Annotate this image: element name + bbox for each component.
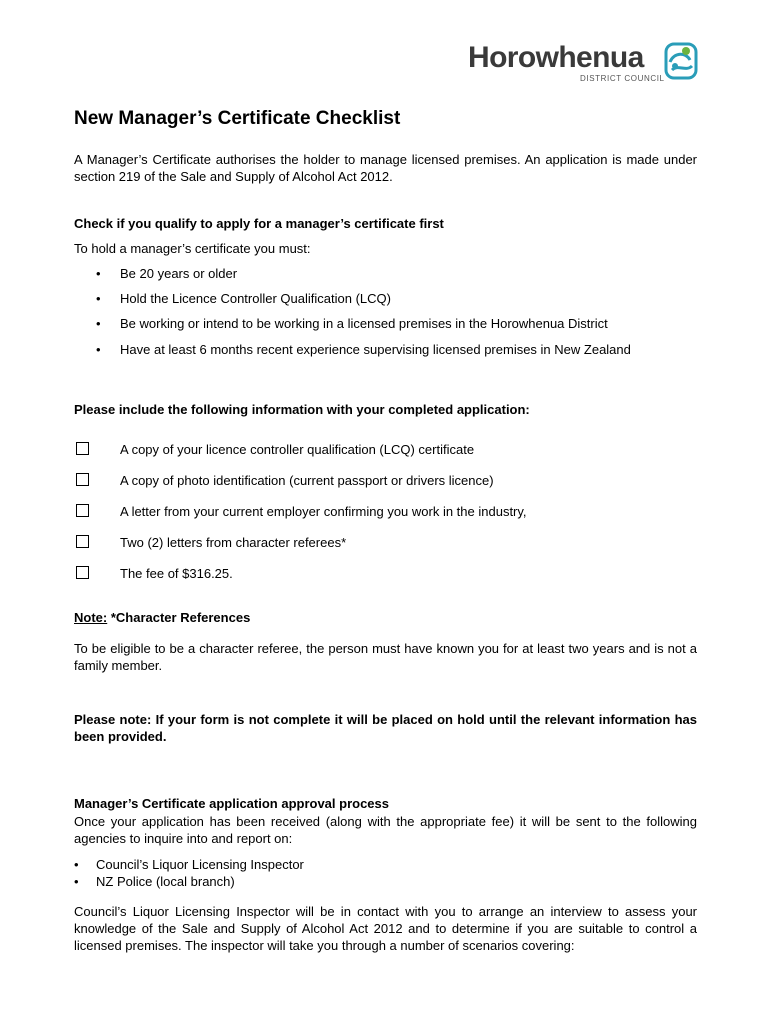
include-item-text: The fee of $316.25. xyxy=(120,566,233,581)
page-title: New Manager’s Certificate Checklist xyxy=(74,108,401,129)
qualify-item-text: Have at least 6 months recent experience supervising licensed premises in New Zealand xyxy=(120,342,631,357)
note-paragraph: To be eligible to be a character referee, the person must have known you for at least two years and is not a family member. xyxy=(74,641,697,673)
qualify-item-text: Be working or intend to be working in a licensed premises in the Horowhenua District xyxy=(120,316,608,331)
approval-paragraph: Once your application has been received (along with the appropriate fee) it will be sent to the following agencies to inquire into and report on: xyxy=(74,814,697,846)
include-item-text: Two (2) letters from character referees* xyxy=(120,535,347,550)
include-item-text: A copy of photo identification (current passport or drivers licence) xyxy=(120,473,494,488)
qualify-item: • Hold the Licence Controller Qualification (LCQ) xyxy=(96,291,391,306)
agency-item-text: NZ Police (local branch) xyxy=(96,874,235,889)
checkbox[interactable] xyxy=(76,566,89,579)
council-emblem-icon xyxy=(664,42,698,80)
note-heading-text: *Character References xyxy=(107,610,251,625)
include-heading: Please include the following information with your completed application: xyxy=(74,402,530,417)
agency-item: • Council’s Liquor Licensing Inspector xyxy=(74,857,304,872)
qualify-item-text: Hold the Licence Controller Qualification (LCQ) xyxy=(120,291,391,306)
qualify-item: • Be working or intend to be working in a licensed premises in the Horowhenua District xyxy=(96,316,608,331)
qualify-lead: To hold a manager’s certificate you must: xyxy=(74,241,311,256)
logo-subtitle: DISTRICT COUNCIL xyxy=(580,74,665,83)
checkbox[interactable] xyxy=(76,442,89,455)
approval-closing-paragraph: Council’s Liquor Licensing Inspector will be in contact with you to arrange an interview to assess your knowledge of the Sale and Supply of Alcohol Act 2012 and to determine if you are suitable to control a licensed premises. The inspector will take you through a number of scenarios covering: xyxy=(74,904,697,953)
agency-item-text: Council’s Liquor Licensing Inspector xyxy=(96,857,304,872)
checkbox[interactable] xyxy=(76,504,89,517)
qualify-heading: Check if you qualify to apply for a manager’s certificate first xyxy=(74,216,444,231)
checkbox[interactable] xyxy=(76,535,89,548)
note-heading xyxy=(74,610,250,625)
please-note-paragraph: Please note: If your form is not complete it will be placed on hold until the relevant information has been provided. xyxy=(74,712,697,744)
qualify-item-text: Be 20 years or older xyxy=(120,266,238,281)
qualify-item: • Have at least 6 months recent experience supervising licensed premises in New Zealand xyxy=(96,342,631,357)
include-item-text: A copy of your licence controller qualification (LCQ) certificate xyxy=(120,442,475,457)
qualify-item: • Be 20 years or older xyxy=(96,266,238,281)
checkbox[interactable] xyxy=(76,473,89,486)
note-label: Note: xyxy=(74,610,108,625)
include-item-text: A letter from your current employer confirming you work in the industry, xyxy=(120,504,527,519)
approval-heading: Manager’s Certificate application approval process xyxy=(74,796,389,811)
intro-paragraph: A Manager’s Certificate authorises the holder to manage licensed premises. An application is made under section 219 of the Sale and Supply of Alcohol Act 2012. xyxy=(74,152,697,184)
logo-wordmark: Horowhenua xyxy=(468,41,644,74)
agency-item: • NZ Police (local branch) xyxy=(74,874,235,889)
council-logo xyxy=(468,40,700,88)
